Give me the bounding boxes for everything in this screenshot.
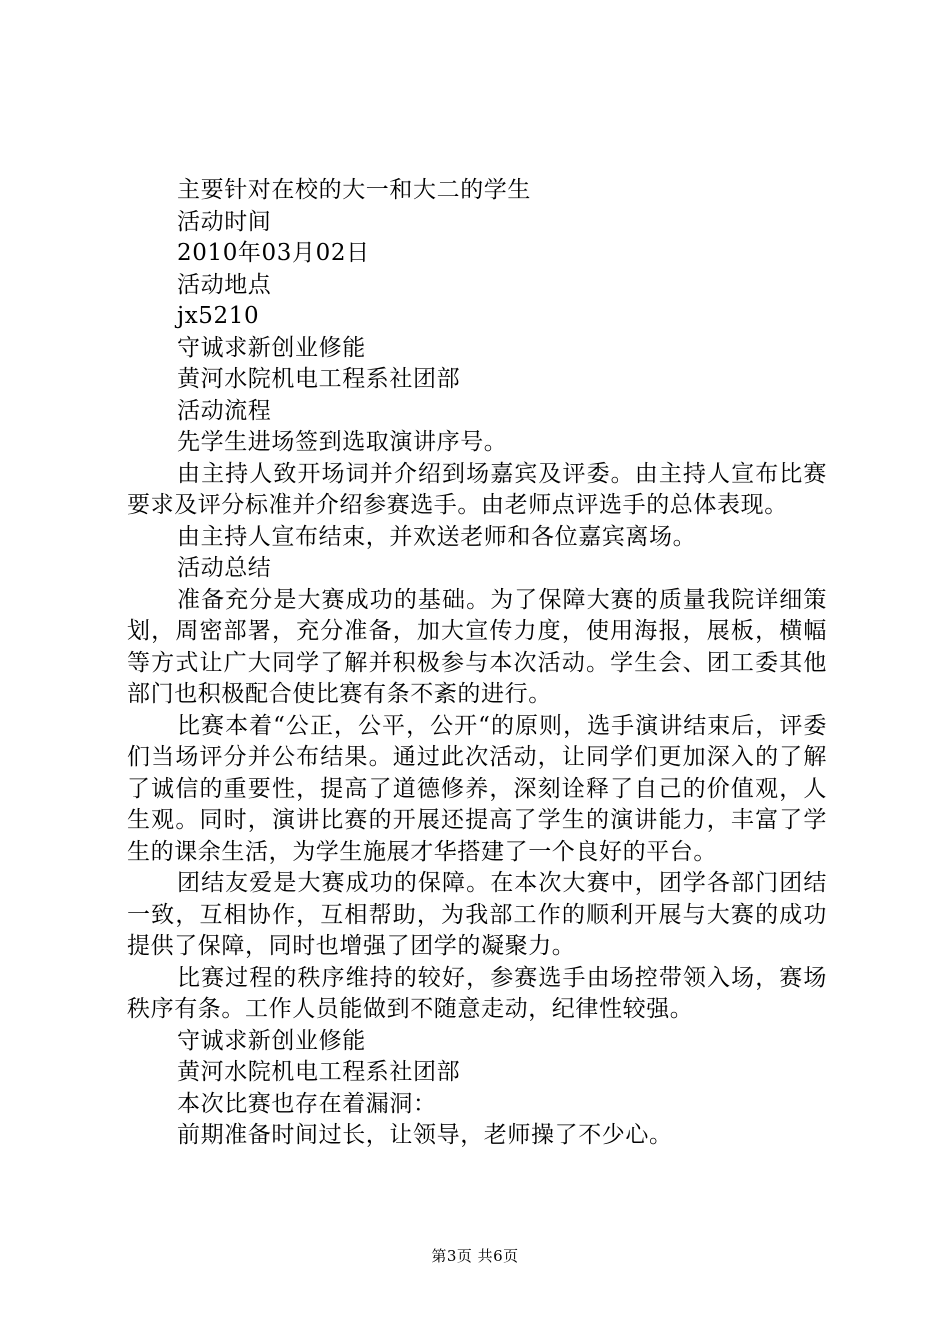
heading-activity-time: 活动时间 [177, 208, 272, 235]
text-line-target: 主要针对在校的大一和大二的学生 [177, 177, 531, 203]
paragraph-unity: 团结友爱是大赛成功的保障。在本次大赛中，团学各部门团结一致，互相协作，互相帮助，为我部工作的顺利开展与大赛的成功提供了保障，同时也增强了团学的凝聚力。 [127, 870, 827, 959]
paragraph-order: 比赛过程的秩序维持的较好，参赛选手由场控带领入场，赛场秩序有条。工作人员能做到不随意走动，纪律性较强。 [127, 964, 827, 1022]
text-line-organizer: 黄河水院机电工程系社团部 [177, 366, 461, 392]
document-body [127, 175, 827, 1152]
page-footer: 第3页 共6页 [431, 1247, 519, 1265]
text-line-motto: 守诚求新创业修能 [177, 334, 366, 361]
heading-activity-process: 活动流程 [177, 397, 272, 424]
paragraph-host: 由主持人致开场词并介绍到场嘉宾及评委。由主持人宣布比赛要求及评分标准并介绍参赛选手。由老师点评选手的总体表现。 [127, 460, 827, 518]
text-line-organizer-2: 黄河水院机电工程系社团部 [177, 1059, 461, 1085]
text-line-signin: 先学生进场签到选取演讲序号。 [177, 429, 508, 455]
text-line-location: jx5210 [177, 303, 260, 329]
heading-activity-location: 活动地点 [177, 271, 272, 298]
text-line-motto-2: 守诚求新创业修能 [177, 1027, 366, 1054]
paragraph-preparation: 准备充分是大赛成功的基础。为了保障大赛的质量我院详细策划，周密部署，充分准备，加大宣传力度，使用海报，展板，横幅等方式让广大同学了解并积极参与本次活动。学生会、团工委其他部门也积极配合使比赛有条不紊的进行。 [127, 586, 827, 707]
paragraph-end: 由主持人宣布结束，并欢送老师和各位嘉宾离场。 [177, 523, 697, 550]
text-line-date: 2010年03月02日 [177, 240, 370, 266]
heading-activity-summary: 活动总结 [177, 555, 272, 581]
text-line-prep-too-long: 前期准备时间过长，让领导，老师操了不少心。 [177, 1122, 673, 1148]
text-line-shortcomings: 本次比赛也存在着漏洞： [177, 1090, 437, 1117]
paragraph-principle: 比赛本着“公正，公平，公开“的原则，选手演讲结束后，评委们当场评分并公布结果。通过此次活动，让同学们更加深入的了解了诚信的重要性，提高了道德修养，深刻诠释了自己的价值观，人生观。同时，演讲比赛的开展还提高了学生的演讲能力，丰富了学生的课余生活，为学生施展才华搭建了一个良好的平台。 [127, 712, 827, 865]
